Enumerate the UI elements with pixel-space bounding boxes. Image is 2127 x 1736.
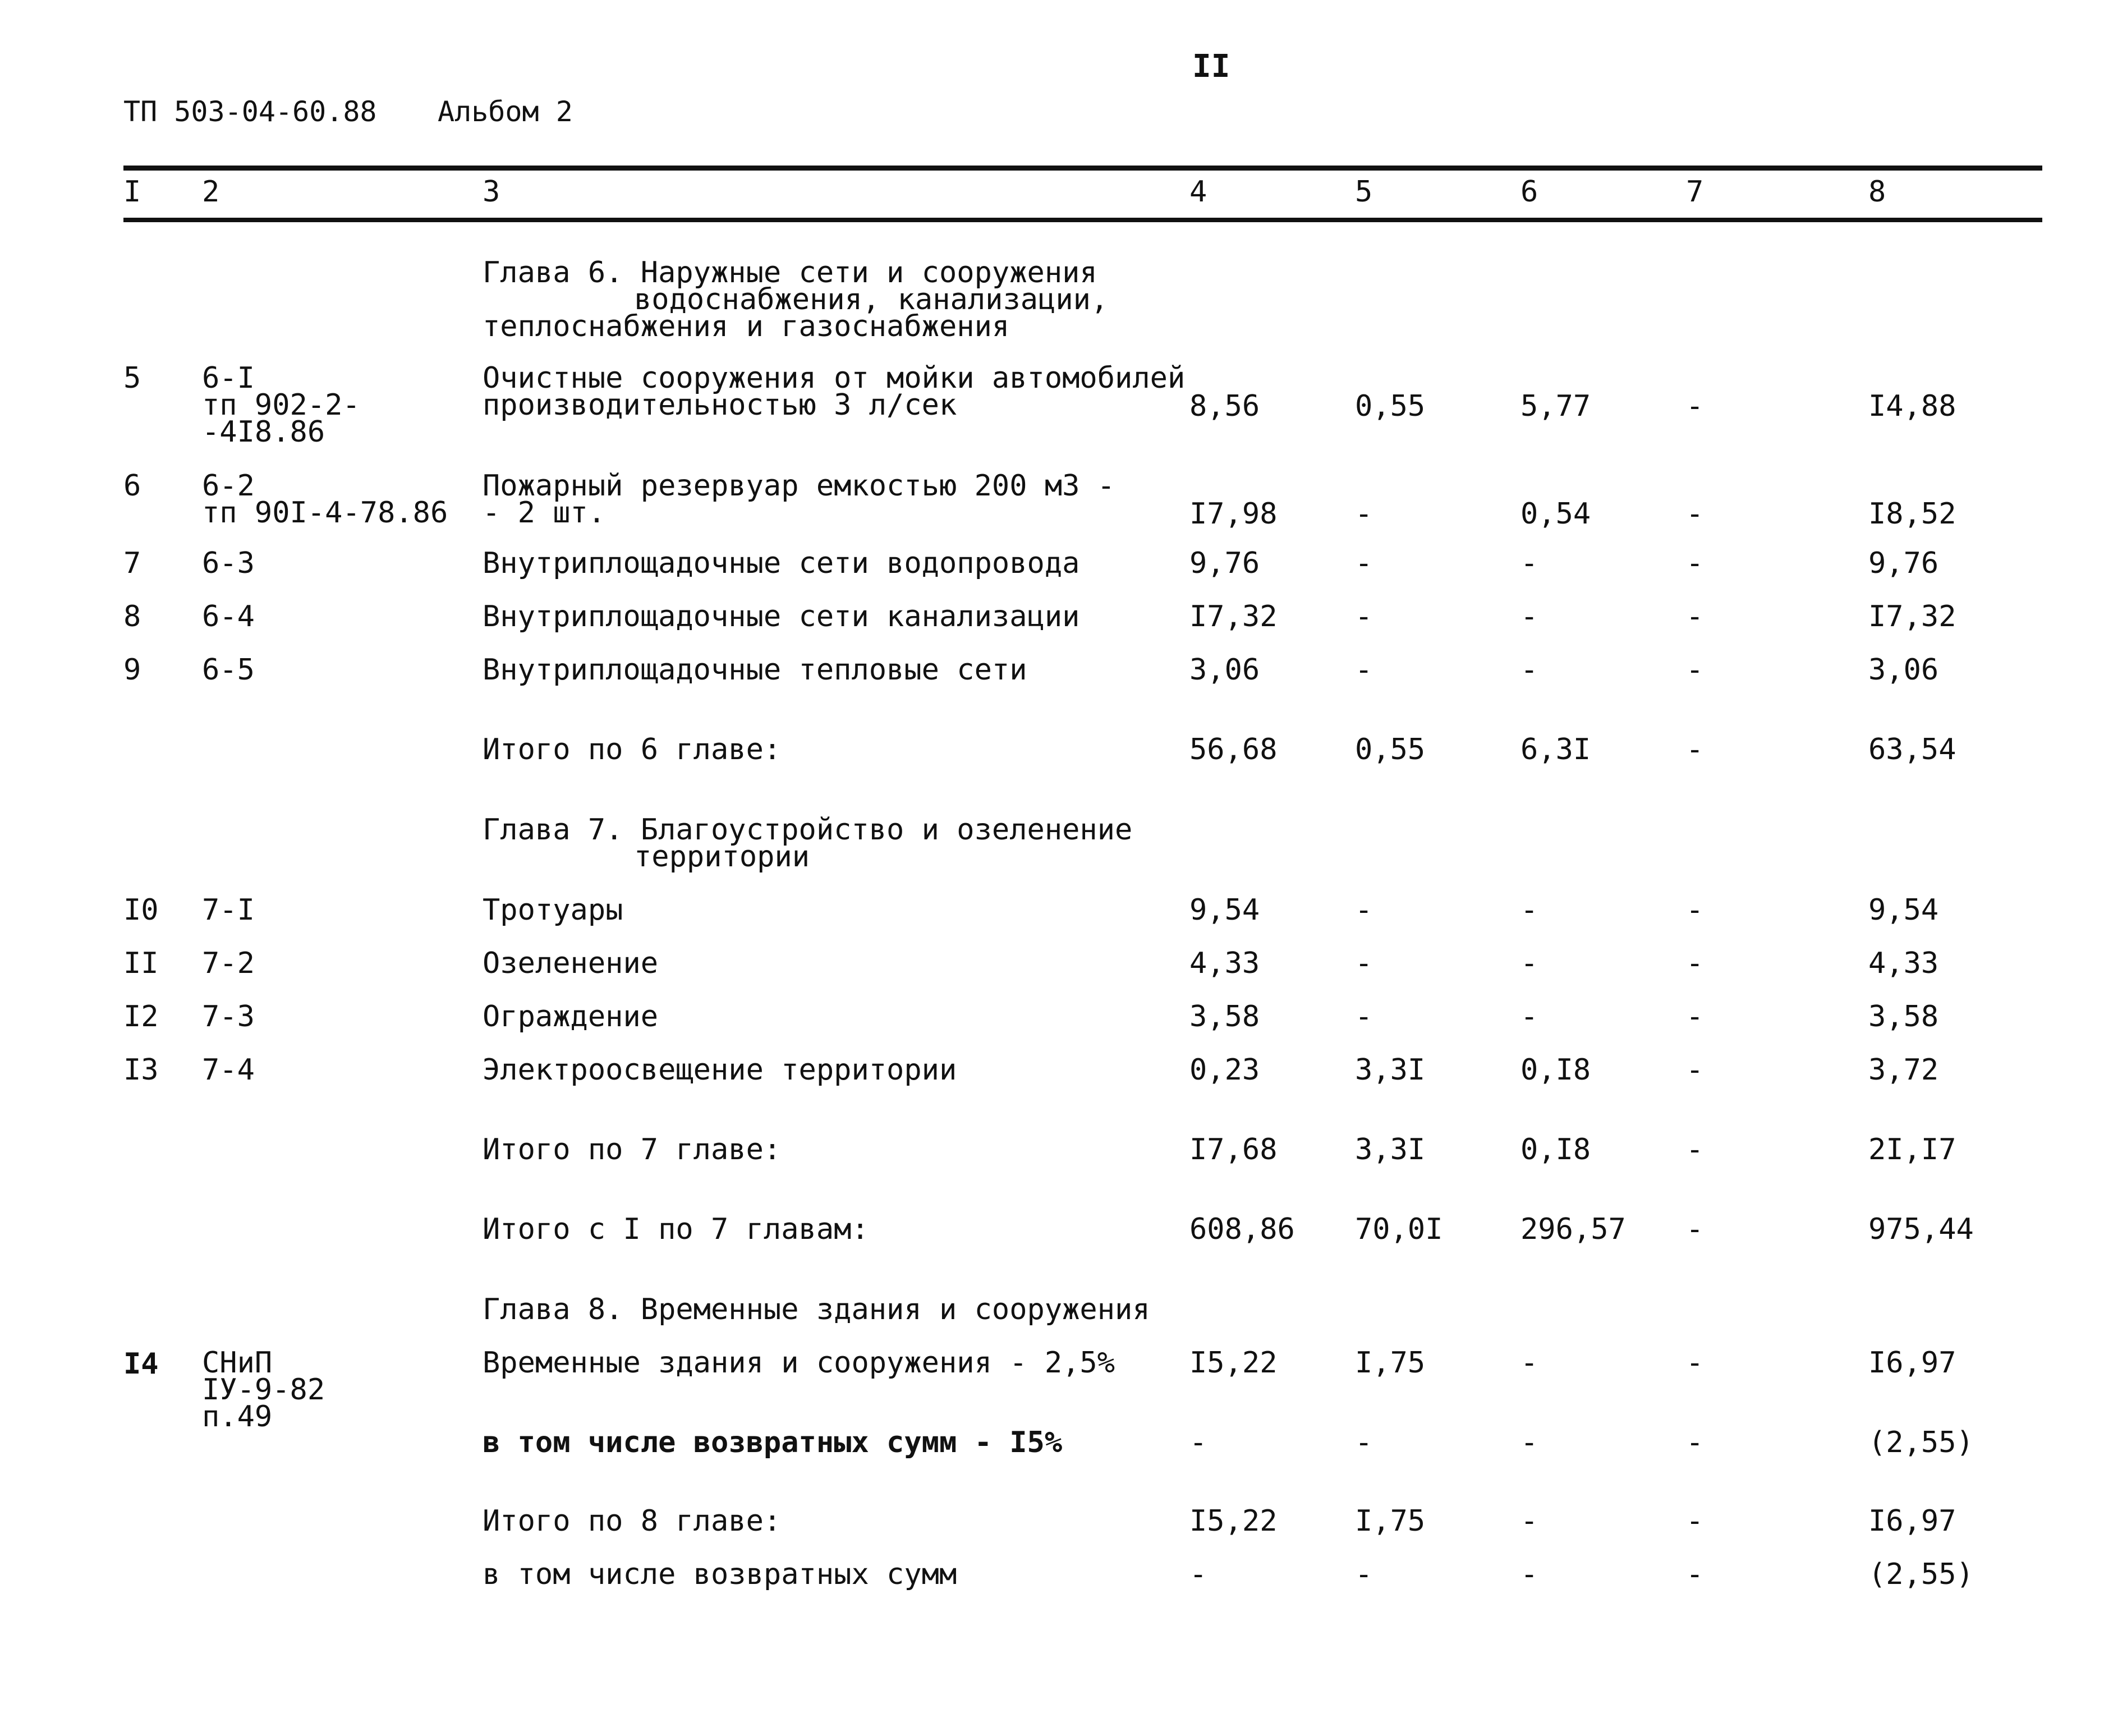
column-header-1: I: [123, 175, 141, 209]
row-value-6: -: [1520, 1426, 1538, 1459]
total-value-5: I,75: [1355, 1504, 1426, 1538]
row-value-6: 0,I8: [1520, 1053, 1591, 1087]
chapter-8-title: Глава 8. Временные здания и сооружения: [483, 1293, 1150, 1326]
total-value-8: 63,54: [1868, 733, 1956, 766]
row-value-8: I6,97: [1868, 1346, 1956, 1380]
table-header-rule: [123, 218, 2042, 222]
column-header-8: 8: [1868, 175, 1886, 209]
row-value-4: 0,23: [1189, 1053, 1260, 1087]
row-number: I0: [123, 893, 159, 927]
row-value-4: I7,98: [1189, 497, 1278, 531]
row-value-5: -: [1355, 546, 1373, 580]
row-value-4: 4,33: [1189, 947, 1260, 980]
chapter-7-title-line: Глава 7. Благоустройство и озеленение: [483, 813, 1133, 847]
row-value-8: 3,06: [1868, 653, 1939, 687]
row-value-6: -: [1520, 653, 1538, 687]
row-value-5: -: [1355, 1426, 1373, 1459]
row-number: 5: [123, 361, 141, 395]
row-number: I4: [123, 1347, 159, 1381]
total-value-4: I5,22: [1189, 1504, 1278, 1538]
total-label: Итого по 8 главе:: [483, 1504, 782, 1538]
total-value-6: -: [1520, 1504, 1538, 1538]
total-value-8: 2I,I7: [1868, 1133, 1956, 1166]
chapter-6-title-line: Глава 6. Наружные сети и сооружения: [483, 256, 1097, 290]
row-value-7: -: [1686, 497, 1704, 531]
row-code: IУ-9-82: [202, 1373, 325, 1407]
row-number: 8: [123, 600, 141, 633]
row-value-5: -: [1355, 497, 1373, 531]
row-number: I3: [123, 1053, 159, 1087]
row-value-7: -: [1686, 1558, 1704, 1591]
row-value-8: 9,54: [1868, 893, 1939, 927]
total-value-6: 6,3I: [1520, 733, 1591, 766]
row-value-4: 8,56: [1189, 389, 1260, 423]
row-name: Ограждение: [483, 1000, 659, 1034]
row-value-5: 3,3I: [1355, 1053, 1426, 1087]
row-value-6: 0,54: [1520, 497, 1591, 531]
row-code: 7-3: [202, 1000, 255, 1034]
row-value-7: -: [1686, 947, 1704, 980]
column-header-6: 6: [1520, 175, 1538, 209]
row-value-4: 3,06: [1189, 653, 1260, 687]
row-value-8: 9,76: [1868, 546, 1939, 580]
document-code: ТП 503-04-60.88: [123, 95, 377, 128]
total-value-7: -: [1686, 733, 1704, 766]
row-value-8: 4,33: [1868, 947, 1939, 980]
row-value-8: I4,88: [1868, 389, 1956, 423]
total-value-6: 0,I8: [1520, 1133, 1591, 1166]
row-value-6: -: [1520, 546, 1538, 580]
total-value-7: -: [1686, 1504, 1704, 1538]
chapter-6-title-line: теплоснабжения и газоснабжения: [483, 310, 1010, 343]
row-value-5: -: [1355, 653, 1373, 687]
total-value-4: 608,86: [1189, 1213, 1295, 1246]
album-label: Альбом 2: [438, 95, 573, 128]
row-name: Внутриплощадочные сети канализации: [483, 600, 1080, 633]
total-value-5: 3,3I: [1355, 1133, 1426, 1166]
row-code: -4I8.86: [202, 415, 325, 449]
row-value-8: I7,32: [1868, 600, 1956, 633]
row-code: 6-I: [202, 361, 255, 395]
row-value-7: -: [1686, 1053, 1704, 1087]
row-name: - 2 шт.: [483, 496, 606, 530]
row-value-8: (2,55): [1868, 1426, 1974, 1459]
total-value-5: 70,0I: [1355, 1213, 1443, 1246]
row-name: Электроосвещение территории: [483, 1053, 957, 1087]
total-label: Итого по 7 главе:: [483, 1133, 782, 1166]
row-value-5: -: [1355, 1558, 1373, 1591]
row-number: 7: [123, 546, 141, 580]
row-value-4: 9,76: [1189, 546, 1260, 580]
row-name: Внутриплощадочные тепловые сети: [483, 653, 1027, 687]
column-header-2: 2: [202, 175, 220, 209]
row-value-6: -: [1520, 947, 1538, 980]
row-value-6: 5,77: [1520, 389, 1591, 423]
row-code: 6-4: [202, 600, 255, 633]
table-top-rule: [123, 166, 2042, 171]
row-code: п.49: [202, 1400, 273, 1434]
row-code: 7-2: [202, 947, 255, 980]
row-name: Тротуары: [483, 893, 623, 927]
row-code: 6-3: [202, 546, 255, 580]
row-value-7: -: [1686, 653, 1704, 687]
row-value-4: I7,32: [1189, 600, 1278, 633]
total-value-8: 975,44: [1868, 1213, 1974, 1246]
row-value-6: -: [1520, 893, 1538, 927]
row-value-5: 0,55: [1355, 389, 1426, 423]
total-value-7: -: [1686, 1133, 1704, 1166]
row-value-7: -: [1686, 1346, 1704, 1380]
row-value-5: -: [1355, 600, 1373, 633]
chapter-6-title-line: водоснабжения, канализации,: [634, 283, 1109, 316]
row-value-4: 9,54: [1189, 893, 1260, 927]
row-value-8: (2,55): [1868, 1558, 1974, 1591]
row-value-8: 3,72: [1868, 1053, 1939, 1087]
row-value-7: -: [1686, 1426, 1704, 1459]
row-code: тп 902-2-: [202, 388, 360, 422]
row-number: I2: [123, 1000, 159, 1034]
row-value-4: 3,58: [1189, 1000, 1260, 1034]
row-name: Временные здания и сооружения - 2,5%: [483, 1346, 1115, 1380]
row-value-5: -: [1355, 947, 1373, 980]
row-code: СНиП: [202, 1346, 273, 1380]
row-name: Очистные сооружения от мойки автомобилей: [483, 361, 1186, 395]
row-value-7: -: [1686, 600, 1704, 633]
row-code: 6-2: [202, 469, 255, 503]
column-header-7: 7: [1686, 175, 1704, 209]
row-value-7: -: [1686, 893, 1704, 927]
row-value-7: -: [1686, 389, 1704, 423]
returnable-sums-label: в том числе возвратных сумм - I5%: [483, 1426, 1063, 1459]
row-name: Пожарный резервуар емкостью 200 м3 -: [483, 469, 1115, 503]
row-value-6: -: [1520, 1558, 1538, 1591]
row-name: производительностью 3 л/сек: [483, 388, 957, 422]
row-value-8: I8,52: [1868, 497, 1956, 531]
page-number: II: [1192, 48, 1230, 85]
row-name: Внутриплощадочные сети водопровода: [483, 546, 1080, 580]
row-value-4: -: [1189, 1426, 1207, 1459]
row-code: тп 90I-4-78.86: [202, 496, 448, 530]
column-header-5: 5: [1355, 175, 1373, 209]
row-value-6: -: [1520, 1346, 1538, 1380]
row-code: 6-5: [202, 653, 255, 687]
total-value-4: I7,68: [1189, 1133, 1278, 1166]
row-value-4: I5,22: [1189, 1346, 1278, 1380]
chapter-7-title-line: территории: [634, 840, 810, 874]
row-value-5: -: [1355, 893, 1373, 927]
returnable-sums-label: в том числе возвратных сумм: [483, 1558, 957, 1591]
row-value-6: -: [1520, 600, 1538, 633]
row-value-7: -: [1686, 546, 1704, 580]
row-value-5: I,75: [1355, 1346, 1426, 1380]
row-code: 7-4: [202, 1053, 255, 1087]
row-value-8: 3,58: [1868, 1000, 1939, 1034]
row-value-7: -: [1686, 1000, 1704, 1034]
total-label: Итого по 6 главе:: [483, 733, 782, 766]
total-label: Итого с I по 7 главам:: [483, 1213, 869, 1246]
total-value-5: 0,55: [1355, 733, 1426, 766]
row-code: 7-I: [202, 893, 255, 927]
column-header-4: 4: [1189, 175, 1207, 209]
row-value-6: -: [1520, 1000, 1538, 1034]
row-value-5: -: [1355, 1000, 1373, 1034]
column-header-3: 3: [483, 175, 500, 209]
row-number: 9: [123, 653, 141, 687]
row-value-4: -: [1189, 1558, 1207, 1591]
total-value-7: -: [1686, 1213, 1704, 1246]
total-value-8: I6,97: [1868, 1504, 1956, 1538]
row-number: II: [123, 947, 159, 980]
total-value-6: 296,57: [1520, 1213, 1626, 1246]
total-value-4: 56,68: [1189, 733, 1278, 766]
row-name: Озеленение: [483, 947, 659, 980]
row-number: 6: [123, 469, 141, 503]
